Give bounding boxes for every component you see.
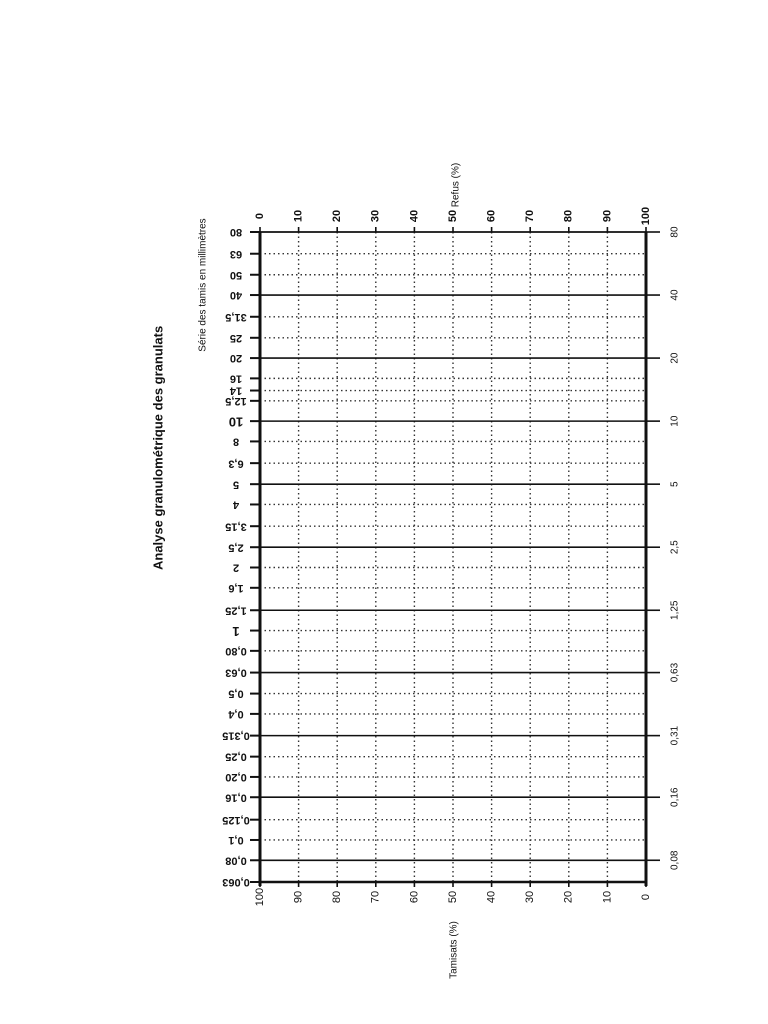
tamisats-tick-label: 40 xyxy=(485,890,498,904)
sieve-label: 12,5 xyxy=(225,394,247,407)
refus-axis-label: Refus (%) xyxy=(450,162,462,208)
tamisats-tick-label: 10 xyxy=(601,890,614,904)
refus-tick-label: 40 xyxy=(408,209,421,223)
refus-tick-label: 10 xyxy=(292,209,305,223)
sieve-label: 10 xyxy=(228,414,244,430)
sieve-label: 0,80 xyxy=(225,644,247,657)
sieve-label: 0,063 xyxy=(222,876,250,889)
sieve-label: 40 xyxy=(229,289,243,302)
sieve-label: 25 xyxy=(229,331,243,344)
refus-tick-label: 30 xyxy=(369,209,382,223)
sieve-label: 20 xyxy=(229,352,243,365)
tamisats-tick-label: 100 xyxy=(253,887,266,907)
sieve-label: 1,25 xyxy=(225,604,247,617)
module-label: 2,5 xyxy=(669,540,681,555)
sieve-label: 0,16 xyxy=(225,791,247,804)
sieve-label: 0,08 xyxy=(225,854,247,867)
module-label: 0,16 xyxy=(669,787,681,807)
sieve-label: 1 xyxy=(232,624,240,640)
sieve-label: 0,5 xyxy=(228,687,244,700)
sieve-label: 0,315 xyxy=(222,729,250,742)
sieve-label: 0,25 xyxy=(225,750,247,763)
refus-tick-label: 100 xyxy=(639,206,652,226)
sieve-label: 31,5 xyxy=(225,310,247,323)
tamisats-tick-label: 70 xyxy=(369,890,382,904)
sieve-label: 0,63 xyxy=(225,666,247,679)
module-label: 0,31 xyxy=(669,725,681,746)
sieve-label: 14 xyxy=(229,384,243,397)
refus-tick-label: 60 xyxy=(485,209,498,223)
sieve-label: 80 xyxy=(229,226,243,239)
tamisats-tick-label: 0 xyxy=(639,893,652,901)
module-label: 80 xyxy=(669,226,681,238)
sieve-label: 0,20 xyxy=(225,771,247,784)
sieve-label: 8 xyxy=(232,435,240,448)
refus-tick-label: 80 xyxy=(562,209,575,223)
sieve-label: 0,4 xyxy=(228,707,244,720)
refus-tick-label: 70 xyxy=(524,209,537,223)
sieve-label: 50 xyxy=(229,268,243,281)
sieve-label: 2 xyxy=(232,561,240,574)
sieve-label: 0,1 xyxy=(228,834,244,847)
sieve-label: 2,5 xyxy=(228,541,244,554)
sieve-label: 6,3 xyxy=(228,457,244,470)
sieve-label: 1,6 xyxy=(228,581,244,594)
tamisats-axis-label: Tamisats (%) xyxy=(448,921,460,979)
module-label: 10 xyxy=(669,415,681,427)
sieve-label: 5 xyxy=(232,478,240,491)
module-label: 5 xyxy=(669,481,681,487)
sieve-label: 63 xyxy=(229,247,243,260)
refus-tick-label: 0 xyxy=(253,212,266,220)
refus-tick-label: 20 xyxy=(331,209,344,223)
refus-tick-label: 90 xyxy=(601,209,614,223)
module-label: 20 xyxy=(669,352,681,364)
tamisats-tick-label: 30 xyxy=(524,890,537,904)
tamisats-tick-label: 20 xyxy=(562,890,575,904)
module-label: 1,25 xyxy=(669,600,681,620)
refus-tick-label: 50 xyxy=(446,209,459,223)
tamisats-tick-label: 90 xyxy=(292,890,305,904)
module-label: 0,08 xyxy=(669,850,681,871)
tamisats-tick-label: 60 xyxy=(408,890,421,904)
module-label: 0,63 xyxy=(669,662,681,683)
sieve-series-label: Série des tamis en millimètres xyxy=(197,218,209,352)
tamisats-tick-label: 80 xyxy=(331,890,344,904)
module-label: 40 xyxy=(669,289,681,301)
sieve-label: 4 xyxy=(232,498,240,511)
sieve-label: 16 xyxy=(229,372,243,385)
sieve-label: 3,15 xyxy=(225,520,247,533)
tamisats-tick-label: 50 xyxy=(446,890,459,904)
sieve-label: 0,125 xyxy=(222,813,250,826)
